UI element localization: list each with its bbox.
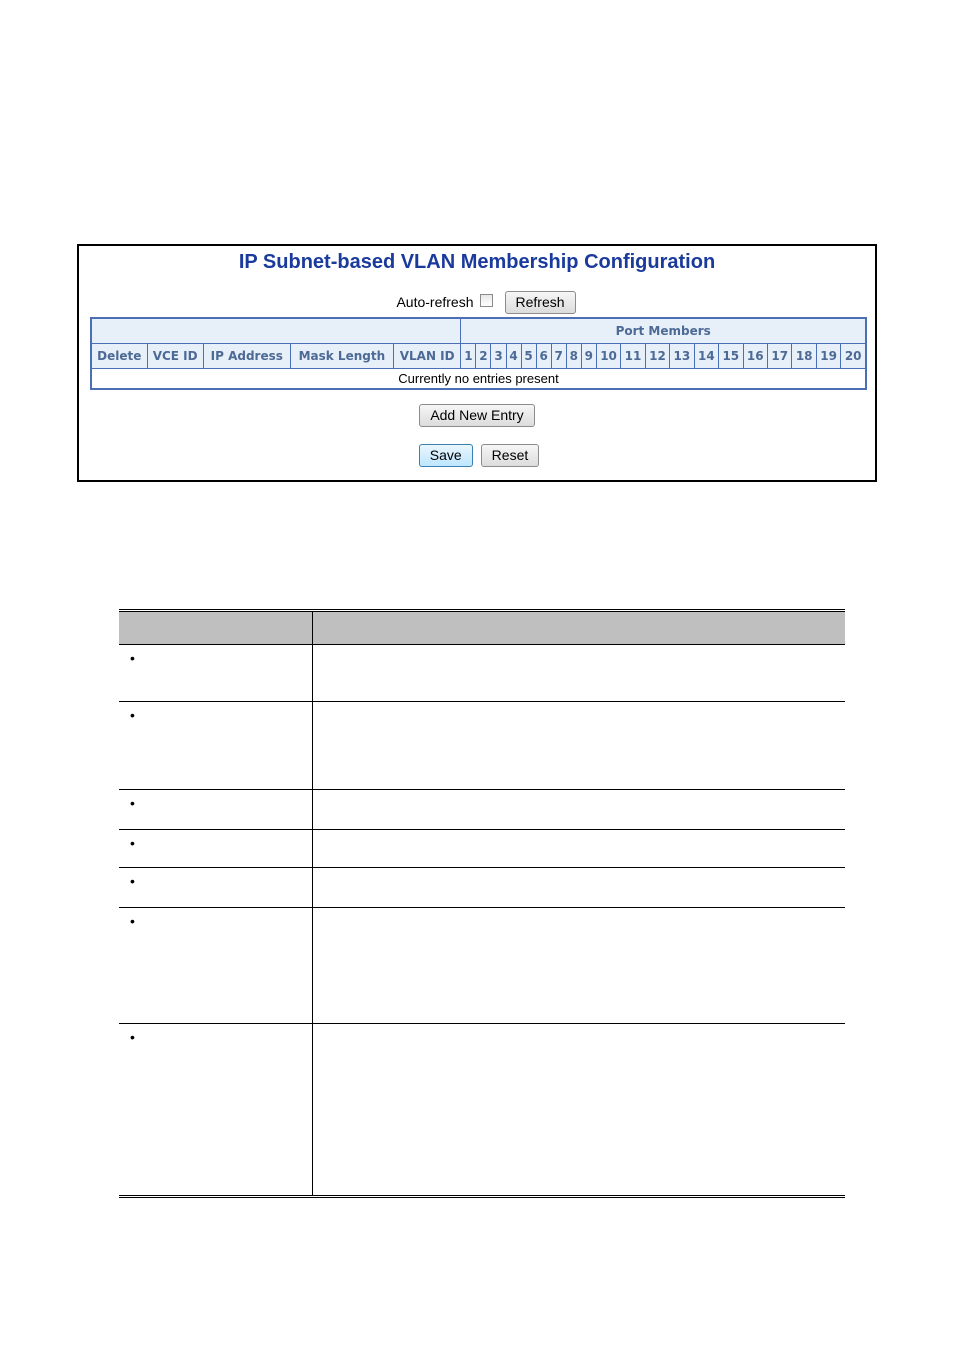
description-cell — [313, 908, 846, 1024]
auto-refresh-row — [79, 290, 875, 314]
auto-refresh-checkbox[interactable] — [480, 294, 493, 307]
column-header-delete: Delete — [91, 344, 147, 369]
port-header-4: 4 — [506, 344, 521, 369]
description-cell — [313, 790, 846, 830]
vlan-config-panel — [77, 244, 877, 482]
port-header-16: 16 — [743, 344, 767, 369]
list-item-bullet: • — [130, 835, 135, 851]
reset-button[interactable]: Reset — [481, 444, 540, 467]
port-header-8: 8 — [566, 344, 581, 369]
port-header-14: 14 — [694, 344, 718, 369]
port-header-18: 18 — [792, 344, 816, 369]
blank-header-cell — [91, 318, 461, 344]
port-header-7: 7 — [551, 344, 566, 369]
description-header — [313, 611, 846, 645]
column-header-row — [91, 344, 866, 369]
description-cell — [313, 645, 846, 702]
column-header-vce-id: VCE ID — [147, 344, 203, 369]
port-members-header: Port Members — [461, 318, 866, 344]
port-header-1: 1 — [461, 344, 476, 369]
list-item-bullet: • — [130, 913, 135, 929]
port-header-3: 3 — [491, 344, 506, 369]
list-item-bullet: • — [130, 707, 135, 723]
port-header-5: 5 — [521, 344, 536, 369]
save-button[interactable]: Save — [419, 444, 473, 467]
port-header-19: 19 — [816, 344, 840, 369]
list-item-bullet: • — [130, 795, 135, 811]
port-header-11: 11 — [621, 344, 645, 369]
column-header-mask-length: Mask Length — [290, 344, 393, 369]
port-header-12: 12 — [645, 344, 669, 369]
list-item-bullet: • — [130, 1029, 135, 1045]
refresh-button[interactable]: Refresh — [505, 291, 576, 314]
description-cell — [313, 1024, 846, 1197]
column-header-vlan-id: VLAN ID — [393, 344, 460, 369]
list-item-bullet: • — [130, 650, 135, 666]
port-header-17: 17 — [767, 344, 791, 369]
page-title: IP Subnet-based VLAN Membership Configuration — [238, 251, 716, 273]
port-header-15: 15 — [719, 344, 743, 369]
auto-refresh-label: Auto-refresh — [396, 294, 474, 310]
description-table — [119, 609, 845, 1198]
description-cell — [313, 702, 846, 790]
description-cell — [313, 830, 846, 868]
description-cell — [313, 868, 846, 908]
port-header-10: 10 — [596, 344, 620, 369]
column-header-ip-address: IP Address — [203, 344, 290, 369]
port-header-6: 6 — [536, 344, 551, 369]
port-header-9: 9 — [581, 344, 596, 369]
object-header — [119, 611, 313, 645]
port-header-2: 2 — [476, 344, 491, 369]
port-header-20: 20 — [841, 344, 866, 369]
add-new-entry-button[interactable]: Add New Entry — [419, 404, 534, 427]
empty-message: Currently no entries present — [91, 369, 866, 390]
port-header-13: 13 — [670, 344, 694, 369]
vlan-membership-table — [90, 317, 867, 390]
list-item-bullet: • — [130, 873, 135, 889]
